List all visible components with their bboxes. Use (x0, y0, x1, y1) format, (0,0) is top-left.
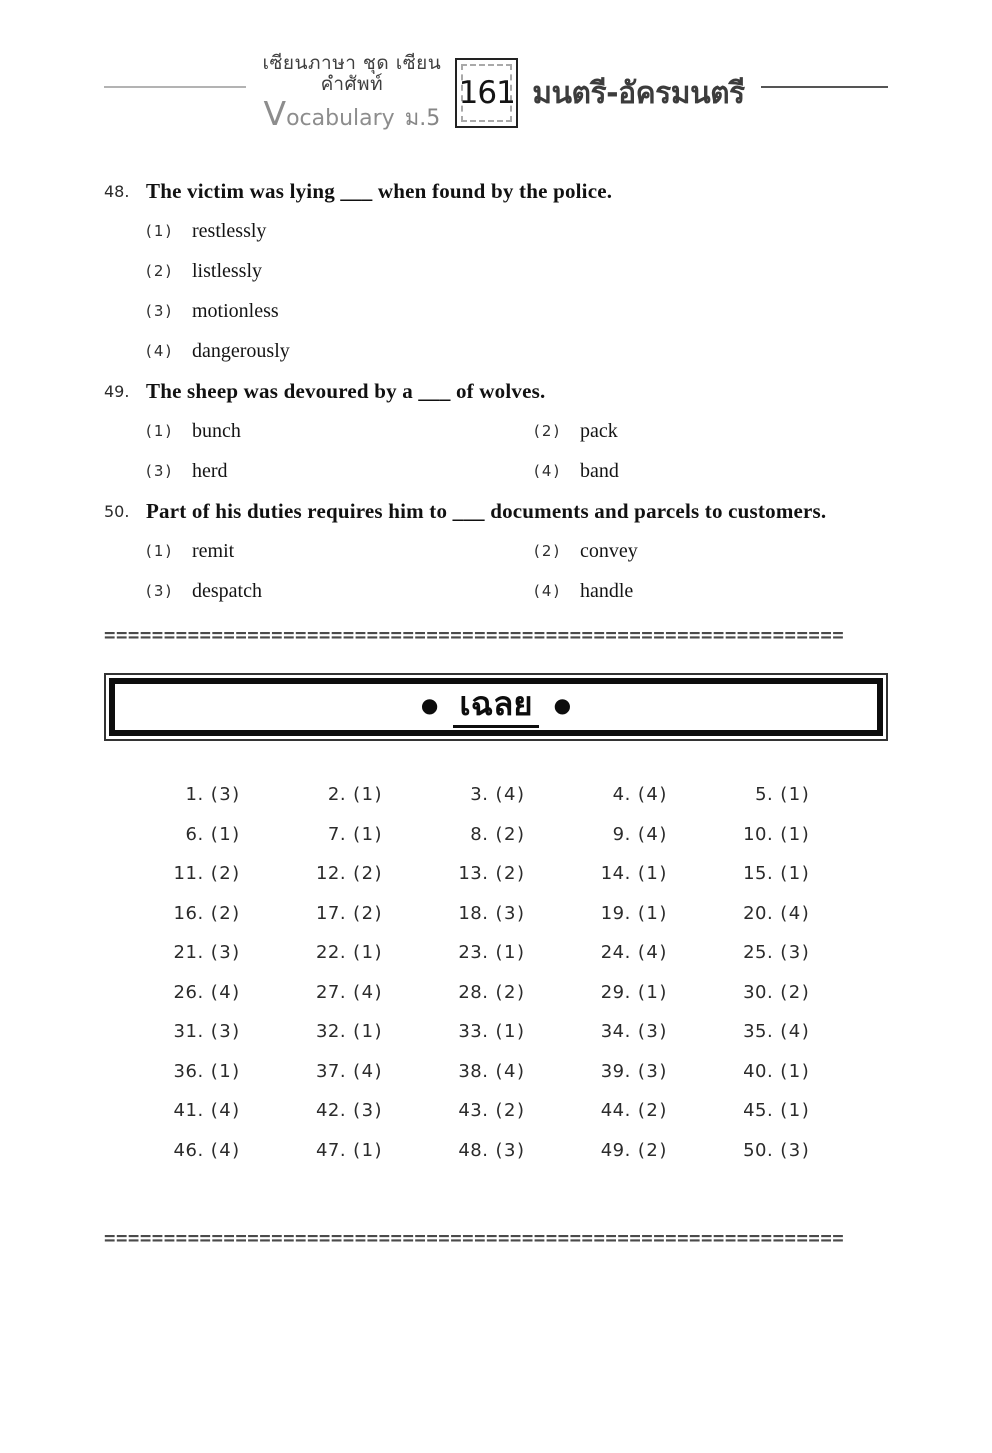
answer-question-number: 4. (612, 784, 631, 806)
answer-choice: (1) (210, 1060, 241, 1082)
option-item (146, 291, 888, 331)
answer-choice: (4) (353, 1060, 384, 1082)
answer-cell (710, 1052, 852, 1092)
answer-question-number: 44. (600, 1100, 631, 1122)
option-number: (4) (534, 462, 562, 480)
answer-choice: (1) (353, 784, 384, 806)
answer-choice: (4) (780, 1021, 811, 1043)
answer-cell (282, 1052, 424, 1092)
question-50-options (146, 531, 888, 611)
answer-choice: (1) (353, 942, 384, 964)
option-item (146, 531, 534, 571)
answer-choice: (1) (353, 823, 384, 845)
answer-choice: (3) (495, 1139, 526, 1161)
answer-choice: (2) (210, 902, 241, 924)
option-text: band (580, 459, 619, 482)
answer-cell (567, 1091, 709, 1131)
answer-question-number: 37. (315, 1060, 347, 1082)
answer-question-number: 47. (315, 1139, 347, 1161)
option-text: motionless (192, 299, 279, 322)
grade-label: ม.5 (404, 106, 441, 132)
answer-choice: (2) (210, 863, 241, 885)
answer-question-number: 22. (315, 942, 347, 964)
answer-choice: (2) (637, 1139, 668, 1161)
answer-question-number: 32. (315, 1021, 347, 1043)
answer-cell (282, 854, 424, 894)
option-item (146, 411, 534, 451)
answer-question-number: 29. (600, 981, 631, 1003)
answer-question-number: 21. (173, 942, 204, 964)
answer-choice: (1) (637, 902, 668, 924)
answer-question-number: 38. (458, 1060, 489, 1082)
answer-cell (282, 1012, 424, 1052)
answer-choice: (4) (495, 1060, 526, 1082)
option-item (534, 531, 888, 571)
option-text: listlessly (192, 259, 263, 282)
answer-cell (567, 894, 709, 934)
answer-cell (282, 775, 424, 815)
answer-choice: (3) (210, 784, 241, 806)
option-number: (1) (146, 222, 174, 240)
answer-grid (140, 775, 852, 1170)
answer-cell (425, 775, 567, 815)
answer-question-number: 31. (173, 1021, 204, 1043)
answer-cell (710, 973, 852, 1013)
answer-choice: (2) (780, 981, 811, 1003)
answer-question-number: 40. (743, 1060, 774, 1082)
vocabulary-rest: ocabulary (286, 106, 395, 132)
answer-question-number: 15. (743, 863, 774, 885)
answer-choice: (3) (210, 1021, 241, 1043)
answer-choice: (1) (495, 1021, 526, 1043)
vocabulary-initial: V (263, 94, 287, 134)
answer-choice: (1) (353, 1021, 384, 1043)
answer-question-number: 39. (600, 1060, 631, 1082)
option-text: remit (192, 539, 235, 562)
answer-choice: (4) (780, 902, 811, 924)
answer-question-number: 34. (600, 1021, 631, 1043)
option-number: (4) (146, 342, 174, 360)
answer-cell (710, 933, 852, 973)
option-text: handle (580, 579, 634, 602)
option-text: pack (580, 419, 618, 442)
answer-cell (567, 854, 709, 894)
answer-question-number: 12. (315, 863, 347, 885)
answer-key-title: เฉลย (453, 686, 538, 727)
answer-choice: (1) (780, 1060, 811, 1082)
answer-choice: (3) (780, 1139, 811, 1161)
series-title-thai: เซียนภาษา ชุด เซียนคำศัพท์ (262, 52, 442, 96)
question-49 (104, 371, 888, 491)
answer-cell (710, 775, 852, 815)
option-number: (3) (146, 462, 174, 480)
answer-cell (567, 775, 709, 815)
answer-cell (140, 1012, 282, 1052)
answer-question-number: 42. (315, 1100, 347, 1122)
answer-question-number: 49. (600, 1139, 631, 1161)
answer-cell (140, 933, 282, 973)
answer-cell (282, 1131, 424, 1171)
option-number: (3) (146, 302, 174, 320)
question-number: 49. (104, 381, 130, 401)
answer-cell (425, 933, 567, 973)
option-number: (2) (534, 422, 562, 440)
answer-choice: (4) (637, 823, 668, 845)
answer-cell (710, 854, 852, 894)
answer-choice: (1) (353, 1139, 384, 1161)
answer-choice: (4) (637, 784, 668, 806)
series-title-english (260, 96, 443, 132)
answer-choice: (1) (495, 942, 526, 964)
answer-cell (710, 1091, 852, 1131)
answer-question-number: 3. (470, 784, 489, 806)
answer-choice: (2) (637, 1100, 668, 1122)
bullet-icon: ● (553, 693, 572, 717)
answer-cell (140, 854, 282, 894)
answer-cell (282, 933, 424, 973)
answer-question-number: 30. (743, 981, 774, 1003)
answer-key-box (104, 673, 888, 741)
answer-cell (425, 1091, 567, 1131)
page-number-box (455, 58, 518, 128)
answer-cell (567, 1012, 709, 1052)
answer-question-number: 24. (600, 942, 631, 964)
option-text: herd (192, 459, 228, 482)
questions-section (104, 171, 888, 611)
option-item (534, 571, 888, 611)
answer-cell (425, 894, 567, 934)
answer-choice: (4) (210, 1100, 241, 1122)
answer-choice: (2) (495, 981, 526, 1003)
answer-cell (425, 1131, 567, 1171)
answer-choice: (2) (495, 863, 526, 885)
answer-question-number: 18. (458, 902, 489, 924)
option-number: (3) (146, 582, 174, 600)
answer-choice: (1) (780, 823, 811, 845)
answer-question-number: 25. (743, 942, 774, 964)
answer-cell (140, 815, 282, 855)
answer-cell (282, 894, 424, 934)
answer-choice: (1) (780, 863, 811, 885)
option-number: (2) (146, 262, 174, 280)
answer-choice: (4) (210, 981, 241, 1003)
question-line (104, 171, 888, 211)
answer-cell (710, 815, 852, 855)
answer-question-number: 48. (458, 1139, 489, 1161)
option-item (146, 211, 888, 251)
answer-cell (282, 973, 424, 1013)
answer-question-number: 26. (173, 981, 204, 1003)
answer-cell (140, 1131, 282, 1171)
answer-choice: (3) (637, 1021, 668, 1043)
option-number: (4) (534, 582, 562, 600)
answer-cell (425, 1052, 567, 1092)
answer-choice: (2) (495, 823, 526, 845)
answer-question-number: 36. (173, 1060, 204, 1082)
option-item (146, 331, 888, 371)
question-text: The victim was lying ___ when found by the police. (146, 178, 613, 203)
answer-key-box-inner (109, 678, 883, 736)
answer-cell (710, 1131, 852, 1171)
answer-choice: (2) (353, 902, 384, 924)
answer-choice: (2) (495, 1100, 526, 1122)
answer-choice: (1) (780, 1100, 811, 1122)
answer-choice: (3) (495, 902, 526, 924)
answer-cell (425, 1012, 567, 1052)
answer-cell (710, 894, 852, 934)
answer-question-number: 17. (315, 902, 347, 924)
answer-choice: (4) (210, 1139, 241, 1161)
answer-question-number: 33. (458, 1021, 489, 1043)
question-48-options (146, 211, 888, 371)
option-item (534, 451, 888, 491)
answer-cell (282, 815, 424, 855)
question-number: 48. (104, 181, 130, 201)
answer-choice: (3) (637, 1060, 668, 1082)
header-rule-left (104, 86, 246, 88)
question-number: 50. (104, 501, 130, 521)
option-text: despatch (192, 579, 262, 602)
answer-question-number: 16. (173, 902, 204, 924)
answer-question-number: 46. (173, 1139, 204, 1161)
answer-cell (567, 973, 709, 1013)
option-number: (1) (146, 542, 174, 560)
answer-cell (140, 1091, 282, 1131)
answer-choice: (1) (210, 823, 241, 845)
answer-choice: (1) (637, 981, 668, 1003)
bullet-icon: ● (420, 693, 439, 717)
answer-question-number: 2. (327, 784, 347, 806)
option-text: convey (580, 539, 638, 562)
header-rule-right (761, 86, 888, 88)
answer-cell (425, 973, 567, 1013)
question-line (104, 491, 888, 531)
option-number: (1) (146, 422, 174, 440)
answer-cell (140, 1052, 282, 1092)
question-50 (104, 491, 888, 611)
answer-choice: (4) (353, 981, 384, 1003)
question-text: Part of his duties requires him to ___ documents and parcels to customers. (146, 498, 827, 523)
answer-question-number: 43. (458, 1100, 489, 1122)
answer-cell (140, 973, 282, 1013)
answer-question-number: 45. (743, 1100, 774, 1122)
answer-question-number: 9. (612, 823, 631, 845)
separator-line-top: ============================================================== (104, 624, 845, 646)
answer-question-number: 1. (185, 784, 204, 806)
answer-question-number: 20. (743, 902, 774, 924)
answer-cell (425, 854, 567, 894)
answer-choice: (3) (353, 1100, 384, 1122)
option-item (146, 571, 534, 611)
answer-question-number: 28. (458, 981, 489, 1003)
book-page (0, 52, 992, 1453)
answer-question-number: 5. (755, 784, 774, 806)
answer-question-number: 35. (743, 1021, 774, 1043)
question-49-options (146, 411, 888, 491)
answer-cell (567, 1131, 709, 1171)
answer-cell (140, 894, 282, 934)
answer-cell (140, 775, 282, 815)
option-item (534, 411, 888, 451)
answer-question-number: 13. (458, 863, 489, 885)
answer-question-number: 27. (315, 981, 347, 1003)
answer-question-number: 23. (458, 942, 489, 964)
answer-choice: (4) (637, 942, 668, 964)
answer-cell (567, 815, 709, 855)
answer-question-number: 19. (600, 902, 631, 924)
option-item (146, 451, 534, 491)
series-title (260, 53, 443, 132)
option-number: (2) (534, 542, 562, 560)
author-signature: มนตรี-อัครมนตรี (532, 75, 745, 111)
page-header (104, 52, 888, 134)
option-text: restlessly (192, 219, 267, 242)
answer-choice: (2) (353, 863, 384, 885)
answer-choice: (1) (637, 863, 668, 885)
answer-question-number: 6. (185, 823, 204, 845)
answer-question-number: 10. (743, 823, 774, 845)
answer-cell (425, 815, 567, 855)
answer-question-number: 41. (173, 1100, 204, 1122)
answer-cell (710, 1012, 852, 1052)
page-number: 161 (458, 75, 515, 111)
question-line (104, 371, 888, 411)
option-text: bunch (192, 419, 241, 442)
answer-cell (567, 933, 709, 973)
answer-cell (282, 1091, 424, 1131)
option-text: dangerously (192, 339, 290, 362)
answer-choice: (4) (495, 784, 526, 806)
answer-question-number: 7. (327, 823, 347, 845)
question-48 (104, 171, 888, 371)
answer-question-number: 14. (600, 863, 631, 885)
answer-choice: (3) (780, 942, 811, 964)
option-item (146, 251, 888, 291)
answer-question-number: 8. (470, 823, 489, 845)
answer-question-number: 11. (173, 863, 204, 885)
answer-choice: (1) (780, 784, 811, 806)
answer-question-number: 50. (743, 1139, 774, 1161)
question-text: The sheep was devoured by a ___ of wolves. (146, 378, 546, 403)
separator-line-bottom: ============================================================== (104, 1227, 845, 1249)
answer-choice: (3) (210, 942, 241, 964)
answer-cell (567, 1052, 709, 1092)
